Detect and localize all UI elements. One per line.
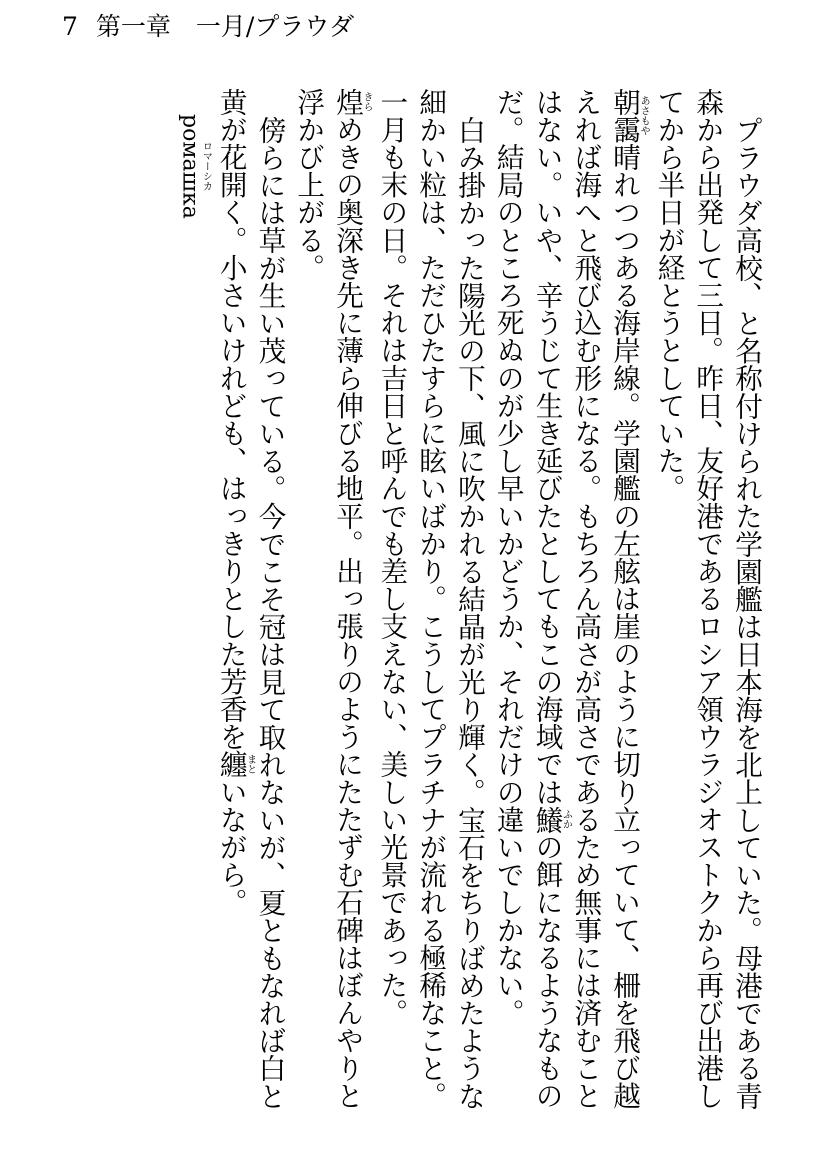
ruby-reading: まと <box>244 750 256 778</box>
ruby-annotation <box>214 750 256 779</box>
signature-ruby <box>177 114 212 219</box>
ruby-base: 纏 <box>214 750 248 779</box>
signature-text: ромашка <box>177 114 203 219</box>
ruby-annotation <box>331 88 373 116</box>
text-run: プラウダ高校、と名称付けられた学園艦は日本海を北上していた。母港である青森から出発して三日。昨日、友好港であるロシア領ウラジオストクから再び出港してから半日が経とうとしていた。 <box>652 88 763 1110</box>
ruby-reading: ふか <box>560 805 572 834</box>
page-header <box>62 12 354 42</box>
signature-reading: ロマーシカ <box>200 114 212 219</box>
ruby-reading: あさもや <box>638 88 650 144</box>
text-run: の餌になるようなものだ。結局のところ死ぬのが少し早いかどうか、それだけの違いでしかない。 <box>491 88 564 1110</box>
ruby-base: 朝靄 <box>608 88 642 144</box>
chapter-title: 第一章 一月/プラウダ <box>95 12 355 41</box>
text-run: めきの奥深き先に薄ら伸びる地平。出っ張りのようにたたずむ石碑はぼんやりと浮かび上がる。 <box>292 88 365 1110</box>
ruby-base: 煌 <box>331 88 365 116</box>
ruby-reading: きら <box>361 88 373 116</box>
paragraph <box>288 88 371 1133</box>
text-run: 傍らには草が生い茂っている。今でこそ冠は見て取れないが、夏ともなれば白と黄が花開く。小さいけれども、はっきりとした芳香を <box>214 88 287 1110</box>
paragraph <box>649 88 765 1133</box>
ruby-annotation <box>608 88 650 144</box>
paragraph <box>488 88 649 1133</box>
paragraph <box>211 88 289 1133</box>
text-run: 白み掛かった陽光の下、風に吹かれる結晶が光り輝く。宝石をちりばめたような細かい粒は、ただひたすらに眩いばかり。こうしてプラチナが流れる極稀なこと。一月も末の日。それは吉日と呼んでも差し支えない、美しい光景であった。 <box>375 88 486 1110</box>
text-run: いながら。 <box>214 778 248 917</box>
signature <box>170 88 211 1133</box>
vertical-body-text <box>177 88 765 1133</box>
page-number: 7 <box>62 12 78 41</box>
text-run: 晴れつつある海岸線。学園艦の左舷は崖のように切り立っていて、柵を飛び越えれば海へと飛び込む形になる。もちろん高さが高さであるため無事には済むことはない。いや、辛うじて生き延びたとしてもこの海域では <box>530 88 642 1110</box>
paragraph <box>372 88 488 1133</box>
ruby-annotation <box>530 805 572 834</box>
ruby-base: 鱶 <box>530 805 564 834</box>
